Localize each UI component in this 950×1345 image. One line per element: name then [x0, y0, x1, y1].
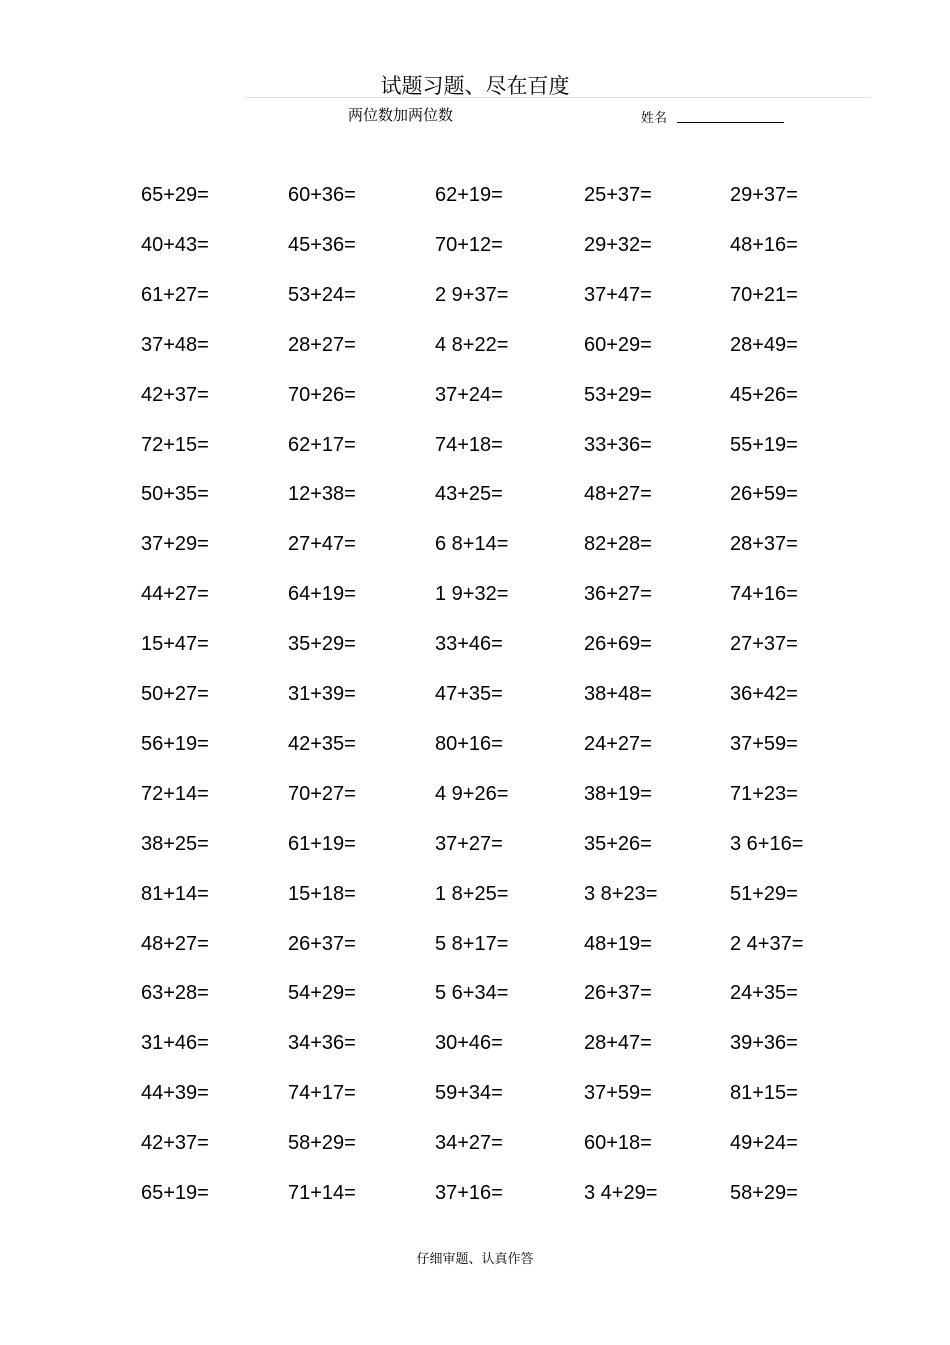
- problem-item: 24+27=: [584, 733, 652, 755]
- problem-item: 60+36=: [288, 184, 356, 206]
- problem-item: 50+35=: [141, 483, 209, 505]
- problem-item: 58+29=: [730, 1182, 798, 1204]
- problem-item: 4 8+22=: [435, 334, 509, 356]
- problem-item: 50+27=: [141, 683, 209, 705]
- problem-item: 60+18=: [584, 1132, 652, 1154]
- problem-item: 53+29=: [584, 384, 652, 406]
- problem-item: 64+19=: [288, 583, 356, 605]
- problem-item: 3 6+16=: [730, 833, 804, 855]
- problem-item: 58+29=: [288, 1132, 356, 1154]
- problem-item: 63+28=: [141, 982, 209, 1004]
- problem-item: 62+17=: [288, 434, 356, 456]
- problem-item: 3 4+29=: [584, 1182, 658, 1204]
- problem-item: 42+37=: [141, 384, 209, 406]
- problem-item: 26+37=: [584, 982, 652, 1004]
- problem-item: 33+46=: [435, 633, 503, 655]
- problem-item: 45+36=: [288, 234, 356, 256]
- problem-item: 65+29=: [141, 184, 209, 206]
- problem-item: 48+19=: [584, 933, 652, 955]
- problem-item: 38+19=: [584, 783, 652, 805]
- problem-item: 34+36=: [288, 1032, 356, 1054]
- problem-item: 1 9+32=: [435, 583, 509, 605]
- problem-item: 37+16=: [435, 1182, 503, 1204]
- problem-item: 74+17=: [288, 1082, 356, 1104]
- problem-item: 34+27=: [435, 1132, 503, 1154]
- problem-item: 40+43=: [141, 234, 209, 256]
- problem-item: 82+28=: [584, 533, 652, 555]
- problem-item: 61+27=: [141, 284, 209, 306]
- problem-item: 27+37=: [730, 633, 798, 655]
- problem-item: 15+18=: [288, 883, 356, 905]
- problem-item: 45+26=: [730, 384, 798, 406]
- problem-item: 15+47=: [141, 633, 209, 655]
- problem-item: 44+27=: [141, 583, 209, 605]
- problem-item: 42+35=: [288, 733, 356, 755]
- name-blank-line: [677, 122, 784, 123]
- problem-item: 55+19=: [730, 434, 798, 456]
- problem-item: 72+15=: [141, 434, 209, 456]
- problem-item: 25+37=: [584, 184, 652, 206]
- problem-item: 48+27=: [141, 933, 209, 955]
- page-title: 试题习题、尽在百度: [380, 74, 570, 98]
- problem-item: 44+39=: [141, 1082, 209, 1104]
- problem-item: 38+48=: [584, 683, 652, 705]
- problem-item: 37+29=: [141, 533, 209, 555]
- problem-item: 71+23=: [730, 783, 798, 805]
- problem-item: 3 8+23=: [584, 883, 658, 905]
- problem-item: 37+59=: [730, 733, 798, 755]
- problem-item: 4 9+26=: [435, 783, 509, 805]
- problem-item: 42+37=: [141, 1132, 209, 1154]
- problem-item: 70+26=: [288, 384, 356, 406]
- problem-item: 28+49=: [730, 334, 798, 356]
- problem-item: 81+15=: [730, 1082, 798, 1104]
- problem-item: 29+37=: [730, 184, 798, 206]
- problem-item: 27+47=: [288, 533, 356, 555]
- problem-item: 28+37=: [730, 533, 798, 555]
- problem-item: 70+27=: [288, 783, 356, 805]
- problem-item: 30+46=: [435, 1032, 503, 1054]
- problem-item: 54+29=: [288, 982, 356, 1004]
- problem-item: 47+35=: [435, 683, 503, 705]
- problem-item: 1 8+25=: [435, 883, 509, 905]
- problem-item: 74+18=: [435, 434, 503, 456]
- problem-item: 35+26=: [584, 833, 652, 855]
- problem-item: 81+14=: [141, 883, 209, 905]
- problem-item: 80+16=: [435, 733, 503, 755]
- problem-item: 70+12=: [435, 234, 503, 256]
- problem-item: 31+39=: [288, 683, 356, 705]
- problem-item: 37+48=: [141, 334, 209, 356]
- problem-item: 29+32=: [584, 234, 652, 256]
- problem-item: 71+14=: [288, 1182, 356, 1204]
- problem-item: 72+14=: [141, 783, 209, 805]
- problem-item: 33+36=: [584, 434, 652, 456]
- problem-item: 12+38=: [288, 483, 356, 505]
- problem-item: 60+29=: [584, 334, 652, 356]
- problem-item: 39+36=: [730, 1032, 798, 1054]
- problem-item: 49+24=: [730, 1132, 798, 1154]
- problem-item: 53+24=: [288, 284, 356, 306]
- problem-item: 36+27=: [584, 583, 652, 605]
- problem-item: 37+27=: [435, 833, 503, 855]
- problem-item: 28+27=: [288, 334, 356, 356]
- problem-item: 61+19=: [288, 833, 356, 855]
- problem-item: 26+37=: [288, 933, 356, 955]
- problem-item: 43+25=: [435, 483, 503, 505]
- problem-item: 26+59=: [730, 483, 798, 505]
- problem-item: 51+29=: [730, 883, 798, 905]
- problem-item: 2 4+37=: [730, 933, 804, 955]
- problem-item: 2 9+37=: [435, 284, 509, 306]
- header-divider: [245, 97, 871, 98]
- problem-item: 5 8+17=: [435, 933, 509, 955]
- problem-item: 24+35=: [730, 982, 798, 1004]
- problem-item: 37+47=: [584, 284, 652, 306]
- name-label: 姓名: [641, 111, 668, 126]
- problem-item: 62+19=: [435, 184, 503, 206]
- problem-item: 31+46=: [141, 1032, 209, 1054]
- problem-item: 56+19=: [141, 733, 209, 755]
- problem-item: 36+42=: [730, 683, 798, 705]
- problem-item: 38+25=: [141, 833, 209, 855]
- footer-note: 仔细审题、认真作答: [416, 1252, 534, 1267]
- problem-item: 37+59=: [584, 1082, 652, 1104]
- worksheet-subtitle: 两位数加两位数: [348, 106, 454, 124]
- problem-item: 35+29=: [288, 633, 356, 655]
- problem-item: 70+21=: [730, 284, 798, 306]
- problem-item: 74+16=: [730, 583, 798, 605]
- problem-item: 48+16=: [730, 234, 798, 256]
- problem-item: 5 6+34=: [435, 982, 509, 1004]
- problem-item: 65+19=: [141, 1182, 209, 1204]
- problem-item: 48+27=: [584, 483, 652, 505]
- problem-item: 28+47=: [584, 1032, 652, 1054]
- problem-item: 6 8+14=: [435, 533, 509, 555]
- problem-item: 26+69=: [584, 633, 652, 655]
- problem-item: 37+24=: [435, 384, 503, 406]
- problem-item: 59+34=: [435, 1082, 503, 1104]
